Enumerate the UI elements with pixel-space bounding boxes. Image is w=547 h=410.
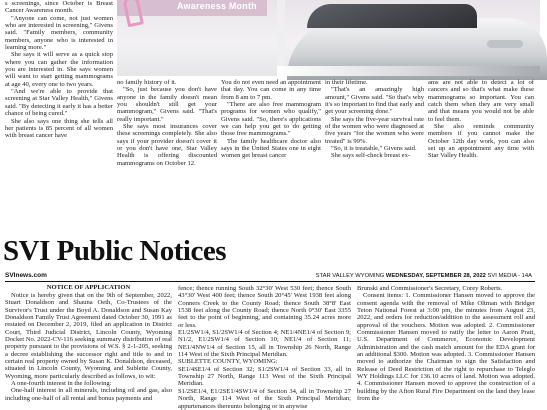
article-paragraph: She says the five-year survival rate of the women who were diagnosed at five years "for the women who were treated" is 99%. <box>325 115 424 145</box>
dateline-place: STAR VALLEY WYOMING <box>315 273 385 279</box>
vehicle-light <box>487 40 523 48</box>
article-paragraph: You do not even need an appointment that day. You can come in any time from 8 am to 7 pm. <box>221 79 321 101</box>
dateline-page: SVI MEDIA - 14A <box>487 273 532 279</box>
article-paragraph: "So, it is treatable," Givens said. <box>331 145 417 153</box>
notice-paragraph: SUBLETTE COUNTY, WYOMING: <box>178 358 278 366</box>
article-paragraph: "Anyone can come, not just women who are interested in screening," Givens said. "Family members, community members, anyone who is interested in learning more." <box>5 14 113 52</box>
notice-paragraph: Consent items: 1. Commissioner Hansen moved to approve the consent agenda with the removal of Mike Oltman with Bridger Teton National Forest at 3:00 pm, the minutes from August 23, 2022, and orders for reduction/addition to the assessment roll and approval of the vouchers. Motion was adopted. 2. Commissioner Commissioner Hansen moved to ratify the letter to Aaron Pratt, U.S. Department of Commerce, Economic Development Administration and the cash match amount for the EDA grant for an additional $300. Motion was adopted. 3. Commissioner Hansen moved to authorize the Chairman to sign the Satisfaction and Release of Deed Restriction of the right to repurchase to Teleglo WY Holdings LLC for 136.10 acres of land. Motion was adopted. 4. Commissioner Hansen moved to approve the construction of a building by the Afton Rural Fire Department on the land they lease from the <box>357 292 535 403</box>
notice-column-1 <box>5 292 172 402</box>
notice-column-2 <box>178 285 351 410</box>
article-paragraph: The family healthcare doctor also says in the United States one in eight women get breast cancer <box>221 137 321 160</box>
notice-paragraph: A one-fourth interest in the following: <box>11 380 112 388</box>
notice-column-3 <box>357 285 535 403</box>
site-url[interactable]: SVInews.com <box>5 272 47 279</box>
notice-paragraph: fence; thence running South 32°30' West 530 feet; thence South 43°30' West 400 feet; thence South 20°45' West 1938 feet along Conners Creek to the County Road; thence South 38°8' East 1538 feet along the County Road; thence North 0°30' East 3355 feet to the point of beginning, and containing 35.24 acres more or less. <box>178 285 351 329</box>
article-paragraph: She says most insurances cover these screenings completely. She also says if your provider doesn't cover it or you don't have one, Star Valley Health is offering discounted mammograms on October 12. <box>117 123 217 167</box>
article-column-1 <box>5 0 113 140</box>
dateline-date: WEDNESDAY, SEPTEMBER 28, 2022 <box>385 273 486 279</box>
article-photo <box>117 0 540 76</box>
notice-paragraph: S1/2SE1/4, E1/2SE1/4SW1/4 of Section 34, all in Township 27 North, Range 114 West of the Sixth Principal Meridian; appurtenances thereunto belonging or in anywise <box>178 387 351 410</box>
banner-text: Awareness Month <box>177 1 257 11</box>
article-paragraph: She says it will serve as a quick stop where you can gather the information you are interested in. She says women will want to start getting mammograms at age 40, every one to two years. <box>5 51 113 88</box>
section-title: SVI Public Notices <box>3 235 226 267</box>
article-column-3 <box>221 79 321 160</box>
article-paragraph: in their lifetime. <box>325 79 368 86</box>
article-paragraph: ams are not able to detect a lot of cancers and so that's what make these mammograms so important. You can catch them when they are very small and that means you would not be able to feel them. <box>428 79 534 123</box>
article-paragraph: "That's an amazingly high amount," Givens said. "So that's why it's so important to find that early and get your screening done." <box>325 86 424 116</box>
notice-heading: NOTICE OF APPLICATION <box>46 284 131 291</box>
article-paragraph: She says self-check breast ex- <box>331 152 411 160</box>
article-paragraph: "There are also free mammogram programs for women who qualify," Givens said. "So, there's applications we can help you get to do getting those free mammograms." <box>221 101 321 138</box>
article-paragraph: no family history of it. <box>117 79 177 86</box>
article-paragraph: She also says one thing she tells all her patients is 85 percent of all women with breast cancer have <box>5 117 113 140</box>
notice-paragraph: Notice is hereby given that on the 9th of September, 2022, Stuart Donaldson and Shauna Oeth, Co-Trustees of the Survivor's Trust under the Boyd A. Donaldson and Susan Kay Donaldson Family Trust Agreement dated October 30, 1991 as restated on December 2, 2019, filed an application in District Court, Third Judicial District, Lincoln County, Wyoming Docket No. 2022-CV-116 seeking summary distribution of real property pursuant to the provisions of W.S. § 2-1-205, seeking a decree establishing the successor right and title to and in certain real property owned by Susan K. Donaldson, deceased, situated in Lincoln County, Wyoming and Sublette County, Wyoming, more particularly described as follows, to wit: <box>5 292 172 380</box>
photo-background <box>277 0 285 76</box>
article-paragraph: "And we're able to provide that screening at Star Valley Health," Givens said. "By detecting it early it has a better chance of being cured." <box>5 88 113 118</box>
vehicle-window <box>307 4 477 28</box>
section-rule <box>5 281 535 282</box>
article-paragraph: She also reminds community members if you cannot make the October 12th day work, you can also set up an appointment any time with Star Valley Health. <box>428 123 534 160</box>
notice-paragraph: Brunski and Commissioner's Secretary, Corey Roberts. <box>357 285 503 292</box>
dateline <box>316 273 532 279</box>
article-paragraph: "So, just because you don't have anyone in the family doesn't mean you shouldn't still get your mammogram," Givens said. "That's really important." <box>117 86 217 123</box>
article-column-5 <box>428 79 534 160</box>
article-column-4 <box>325 79 424 160</box>
article-paragraph: s screenings, since October is Breast Cancer Awareness month. <box>5 0 113 15</box>
article-column-2 <box>117 79 217 167</box>
awareness-banner <box>117 0 267 16</box>
notice-paragraph: One-half interest in all minerals, including oil and gas, also including one-half of all rental and bonus payments and <box>5 387 172 402</box>
notice-paragraph: E1/2SW1/4, S1/2SW1/4 of Section 4; NE1/4NE1/4 of Section 9; N1/2, E1/2SW1/4 of Section 10; NE1/4 of Section 11; NE1/4NW1/4 of Section 15, all in Township 26 North, Range 114 West of the Sixth Principal Meridian. <box>178 329 351 359</box>
vehicle-bumper <box>277 66 540 76</box>
notice-paragraph: SE1/4SE1/4 of Section 32; S1/2SW1/4 of Section 33, all in Township 27 North, Range 113 West of the Sixth Principal Meridian. <box>178 365 351 388</box>
pink-ribbon-icon <box>122 0 144 27</box>
